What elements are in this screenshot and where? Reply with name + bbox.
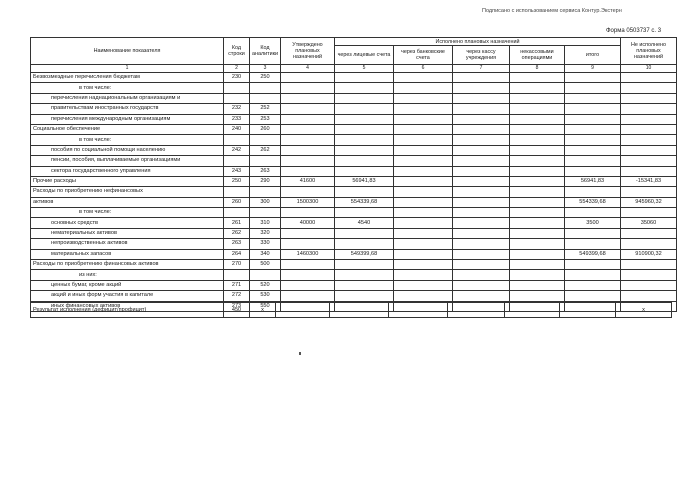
row-noncash bbox=[509, 145, 564, 155]
row-analytic: 290 bbox=[250, 176, 281, 186]
row-personal bbox=[334, 228, 393, 238]
row-approved bbox=[280, 270, 334, 280]
row-total bbox=[564, 156, 620, 166]
row-not-executed bbox=[620, 104, 676, 114]
row-noncash bbox=[509, 228, 564, 238]
row-approved: 1460300 bbox=[280, 249, 334, 259]
signature-note: Подписано с использованием сервиса Контур.Экстерн bbox=[482, 8, 622, 14]
col-num: 1 bbox=[31, 65, 224, 73]
table-row bbox=[31, 280, 677, 290]
row-code: 271 bbox=[224, 280, 250, 290]
row-total bbox=[564, 260, 620, 270]
row-not-executed bbox=[620, 73, 676, 83]
row-analytic: 252 bbox=[250, 104, 281, 114]
row-code: 270 bbox=[224, 260, 250, 270]
row-analytic: 253 bbox=[250, 114, 281, 124]
row-analytic bbox=[250, 135, 281, 145]
row-name: в том числе: bbox=[31, 83, 224, 93]
row-analytic bbox=[250, 208, 281, 218]
row-code bbox=[224, 93, 250, 103]
row-approved bbox=[280, 93, 334, 103]
row-cash bbox=[452, 197, 509, 207]
row-noncash bbox=[509, 208, 564, 218]
row-personal bbox=[334, 124, 393, 134]
row-bank bbox=[393, 176, 452, 186]
row-bank bbox=[393, 280, 452, 290]
row-code: 272 bbox=[224, 291, 250, 301]
row-not-executed bbox=[620, 228, 676, 238]
row-personal: 554339,68 bbox=[334, 197, 393, 207]
col-execution-group-header: Исполнено плановых назначений bbox=[334, 38, 620, 46]
result-bank bbox=[389, 303, 448, 318]
row-analytic: 263 bbox=[250, 166, 281, 176]
row-bank bbox=[393, 249, 452, 259]
row-approved: 41600 bbox=[280, 176, 334, 186]
row-not-executed: -15341,83 bbox=[620, 176, 676, 186]
row-analytic: 310 bbox=[250, 218, 281, 228]
row-name: пенсии, пособия, выплачиваемые организациями bbox=[31, 156, 224, 166]
row-cash bbox=[452, 176, 509, 186]
col-num: 9 bbox=[564, 65, 620, 73]
row-code: 232 bbox=[224, 104, 250, 114]
row-personal bbox=[334, 280, 393, 290]
row-noncash bbox=[509, 187, 564, 197]
row-cash bbox=[452, 239, 509, 249]
row-not-executed bbox=[620, 124, 676, 134]
row-code: 240 bbox=[224, 124, 250, 134]
row-bank bbox=[393, 124, 452, 134]
row-cash bbox=[452, 291, 509, 301]
row-personal bbox=[334, 93, 393, 103]
row-not-executed bbox=[620, 260, 676, 270]
row-not-executed: 910900,32 bbox=[620, 249, 676, 259]
row-name: ценных бумаг, кроме акций bbox=[31, 280, 224, 290]
row-cash bbox=[452, 218, 509, 228]
row-noncash bbox=[509, 218, 564, 228]
col-num: 7 bbox=[452, 65, 509, 73]
row-total bbox=[564, 93, 620, 103]
row-approved bbox=[280, 239, 334, 249]
result-not-executed: x bbox=[616, 303, 672, 318]
row-code: 250 bbox=[224, 176, 250, 186]
row-analytic bbox=[250, 83, 281, 93]
row-cash bbox=[452, 73, 509, 83]
row-personal bbox=[334, 270, 393, 280]
row-noncash bbox=[509, 156, 564, 166]
row-approved bbox=[280, 114, 334, 124]
row-cash bbox=[452, 228, 509, 238]
row-name: Безвозмездные перечисления бюджетам bbox=[31, 73, 224, 83]
row-cash bbox=[452, 156, 509, 166]
row-personal bbox=[334, 260, 393, 270]
row-approved bbox=[280, 145, 334, 155]
row-code bbox=[224, 187, 250, 197]
row-total bbox=[564, 228, 620, 238]
row-personal bbox=[334, 187, 393, 197]
col-analytic-header: Код аналитики bbox=[250, 38, 281, 65]
row-total bbox=[564, 187, 620, 197]
form-code: Форма 0503737 с. 3 bbox=[606, 28, 662, 34]
row-code bbox=[224, 83, 250, 93]
row-not-executed bbox=[620, 187, 676, 197]
row-name: перечисления наднациональным организациям и bbox=[31, 93, 224, 103]
table-row bbox=[31, 197, 677, 207]
row-cash bbox=[452, 208, 509, 218]
row-name: из них: bbox=[31, 270, 224, 280]
col-num: 6 bbox=[393, 65, 452, 73]
row-total bbox=[564, 270, 620, 280]
row-noncash bbox=[509, 260, 564, 270]
col-num: 8 bbox=[509, 65, 564, 73]
row-not-executed bbox=[620, 166, 676, 176]
row-name: нематериальных активов bbox=[31, 228, 224, 238]
row-approved bbox=[280, 260, 334, 270]
row-cash bbox=[452, 249, 509, 259]
table-row bbox=[31, 135, 677, 145]
row-not-executed bbox=[620, 156, 676, 166]
row-not-executed bbox=[620, 291, 676, 301]
row-cash bbox=[452, 124, 509, 134]
row-approved bbox=[280, 73, 334, 83]
row-approved bbox=[280, 135, 334, 145]
row-name: правительствам иностранных государств bbox=[31, 104, 224, 114]
row-cash bbox=[452, 145, 509, 155]
row-bank bbox=[393, 187, 452, 197]
table-row bbox=[31, 156, 677, 166]
row-bank bbox=[393, 166, 452, 176]
row-name: пособия по социальной помощи населению bbox=[31, 145, 224, 155]
row-bank bbox=[393, 218, 452, 228]
row-approved bbox=[280, 104, 334, 114]
row-noncash bbox=[509, 197, 564, 207]
row-bank bbox=[393, 270, 452, 280]
row-not-executed bbox=[620, 135, 676, 145]
row-not-executed bbox=[620, 239, 676, 249]
row-analytic: 320 bbox=[250, 228, 281, 238]
row-not-executed bbox=[620, 93, 676, 103]
row-code: 260 bbox=[224, 197, 250, 207]
row-noncash bbox=[509, 166, 564, 176]
row-code bbox=[224, 208, 250, 218]
row-not-executed: 945960,32 bbox=[620, 197, 676, 207]
row-not-executed: 35060 bbox=[620, 218, 676, 228]
row-approved bbox=[280, 156, 334, 166]
col-num: 4 bbox=[280, 65, 334, 73]
row-code: 262 bbox=[224, 228, 250, 238]
row-name: активов bbox=[31, 197, 224, 207]
row-personal bbox=[334, 208, 393, 218]
result-name: Результат исполнения (дефицит/профицит) bbox=[31, 303, 224, 318]
row-not-executed bbox=[620, 145, 676, 155]
row-noncash bbox=[509, 104, 564, 114]
row-cash bbox=[452, 260, 509, 270]
table-row bbox=[31, 239, 677, 249]
row-total bbox=[564, 124, 620, 134]
row-personal: 4540 bbox=[334, 218, 393, 228]
table-row bbox=[31, 291, 677, 301]
row-noncash bbox=[509, 83, 564, 93]
table-row bbox=[31, 104, 677, 114]
row-code bbox=[224, 156, 250, 166]
result-table bbox=[30, 302, 672, 318]
row-total: 3500 bbox=[564, 218, 620, 228]
col-noncash-header: некассовыми операциями bbox=[509, 46, 564, 65]
row-noncash bbox=[509, 73, 564, 83]
row-code: 273 bbox=[224, 301, 250, 311]
result-analytic: x bbox=[250, 303, 276, 318]
row-personal bbox=[334, 239, 393, 249]
row-analytic bbox=[250, 93, 281, 103]
result-personal bbox=[330, 303, 389, 318]
row-name: сектора государственного управления bbox=[31, 166, 224, 176]
row-bank bbox=[393, 83, 452, 93]
row-approved bbox=[280, 166, 334, 176]
row-analytic: 262 bbox=[250, 145, 281, 155]
col-bank-header: через банковские счета bbox=[393, 46, 452, 65]
row-analytic: 300 bbox=[250, 197, 281, 207]
row-cash bbox=[452, 280, 509, 290]
result-cash bbox=[448, 303, 505, 318]
row-approved: 1500300 bbox=[280, 197, 334, 207]
row-code: 230 bbox=[224, 73, 250, 83]
row-total bbox=[564, 135, 620, 145]
col-num: 2 bbox=[224, 65, 250, 73]
row-total bbox=[564, 280, 620, 290]
row-code: 242 bbox=[224, 145, 250, 155]
column-numbers-row bbox=[31, 65, 677, 73]
row-approved bbox=[280, 124, 334, 134]
row-cash bbox=[452, 187, 509, 197]
row-bank bbox=[393, 291, 452, 301]
result-total bbox=[560, 303, 616, 318]
table-row bbox=[31, 218, 677, 228]
row-analytic: 520 bbox=[250, 280, 281, 290]
row-noncash bbox=[509, 124, 564, 134]
table-row bbox=[31, 208, 677, 218]
row-approved bbox=[280, 83, 334, 93]
row-noncash bbox=[509, 280, 564, 290]
row-personal bbox=[334, 73, 393, 83]
result-code: 450 bbox=[224, 303, 250, 318]
table-row bbox=[31, 249, 677, 259]
row-noncash bbox=[509, 176, 564, 186]
row-name: Расходы по приобретению финансовых активов bbox=[31, 260, 224, 270]
table-row bbox=[31, 166, 677, 176]
row-not-executed bbox=[620, 114, 676, 124]
row-total: 554339,68 bbox=[564, 197, 620, 207]
row-not-executed bbox=[620, 280, 676, 290]
result-approved bbox=[276, 303, 330, 318]
row-bank bbox=[393, 73, 452, 83]
row-personal bbox=[334, 291, 393, 301]
row-analytic: 500 bbox=[250, 260, 281, 270]
row-bank bbox=[393, 197, 452, 207]
row-not-executed bbox=[620, 208, 676, 218]
row-bank bbox=[393, 145, 452, 155]
col-cash-header: через кассу учреждения bbox=[452, 46, 509, 65]
row-analytic: 330 bbox=[250, 239, 281, 249]
row-approved bbox=[280, 187, 334, 197]
result-row bbox=[31, 303, 672, 318]
row-personal bbox=[334, 114, 393, 124]
row-name: непроизводственных активов bbox=[31, 239, 224, 249]
row-approved: 40000 bbox=[280, 218, 334, 228]
row-name: в том числе: bbox=[31, 208, 224, 218]
row-total bbox=[564, 208, 620, 218]
row-approved bbox=[280, 208, 334, 218]
row-name: Социальное обеспечение bbox=[31, 124, 224, 134]
row-name: в том числе: bbox=[31, 135, 224, 145]
col-num: 3 bbox=[250, 65, 281, 73]
col-name-header: Наименование показателя bbox=[31, 38, 224, 65]
row-total bbox=[564, 73, 620, 83]
table-row bbox=[31, 83, 677, 93]
row-analytic bbox=[250, 156, 281, 166]
row-code: 264 bbox=[224, 249, 250, 259]
table-row bbox=[31, 176, 677, 186]
row-cash bbox=[452, 270, 509, 280]
row-cash bbox=[452, 135, 509, 145]
row-analytic: 260 bbox=[250, 124, 281, 134]
row-bank bbox=[393, 228, 452, 238]
row-total bbox=[564, 145, 620, 155]
row-name: акций и иных форм участия в капитале bbox=[31, 291, 224, 301]
row-total bbox=[564, 166, 620, 176]
table-row bbox=[31, 93, 677, 103]
row-personal bbox=[334, 135, 393, 145]
row-noncash bbox=[509, 93, 564, 103]
row-name: Прочие расходы bbox=[31, 176, 224, 186]
row-cash bbox=[452, 166, 509, 176]
table-row bbox=[31, 228, 677, 238]
row-name: перечисления международным организациям bbox=[31, 114, 224, 124]
row-analytic: 530 bbox=[250, 291, 281, 301]
table-row bbox=[31, 145, 677, 155]
row-analytic bbox=[250, 270, 281, 280]
row-personal bbox=[334, 166, 393, 176]
row-personal bbox=[334, 145, 393, 155]
row-noncash bbox=[509, 249, 564, 259]
row-name: основных средств bbox=[31, 218, 224, 228]
col-personal-header: через лицевые счета bbox=[334, 46, 393, 65]
row-analytic: 250 bbox=[250, 73, 281, 83]
row-personal: 549399,68 bbox=[334, 249, 393, 259]
row-cash bbox=[452, 104, 509, 114]
col-code-header: Код строки bbox=[224, 38, 250, 65]
col-not-executed-header: Не исполнено плановых назначений bbox=[620, 38, 676, 65]
row-bank bbox=[393, 156, 452, 166]
row-personal bbox=[334, 104, 393, 114]
col-approved-header: Утверждено плановых назначений bbox=[280, 38, 334, 65]
row-total bbox=[564, 114, 620, 124]
table-row bbox=[31, 260, 677, 270]
row-personal bbox=[334, 156, 393, 166]
table-row bbox=[31, 187, 677, 197]
header-row bbox=[31, 38, 677, 46]
row-analytic: 340 bbox=[250, 249, 281, 259]
row-total bbox=[564, 104, 620, 114]
row-bank bbox=[393, 135, 452, 145]
row-bank bbox=[393, 114, 452, 124]
col-total-header: итого bbox=[564, 46, 620, 65]
row-name: материальных запасов bbox=[31, 249, 224, 259]
row-name: иных финансовых активов bbox=[31, 301, 224, 311]
row-code bbox=[224, 270, 250, 280]
row-code: 263 bbox=[224, 239, 250, 249]
row-bank bbox=[393, 208, 452, 218]
row-not-executed bbox=[620, 83, 676, 93]
row-total bbox=[564, 83, 620, 93]
row-approved bbox=[280, 228, 334, 238]
row-noncash bbox=[509, 135, 564, 145]
table-row bbox=[31, 73, 677, 83]
row-total: 549399,68 bbox=[564, 249, 620, 259]
row-code: 261 bbox=[224, 218, 250, 228]
scan-speck bbox=[299, 352, 301, 355]
col-num: 5 bbox=[334, 65, 393, 73]
row-personal bbox=[334, 83, 393, 93]
row-analytic bbox=[250, 187, 281, 197]
row-noncash bbox=[509, 270, 564, 280]
row-total: 56941,83 bbox=[564, 176, 620, 186]
row-noncash bbox=[509, 291, 564, 301]
row-cash bbox=[452, 114, 509, 124]
table-row bbox=[31, 124, 677, 134]
row-bank bbox=[393, 260, 452, 270]
row-cash bbox=[452, 83, 509, 93]
row-total bbox=[564, 291, 620, 301]
row-bank bbox=[393, 93, 452, 103]
row-cash bbox=[452, 93, 509, 103]
row-not-executed bbox=[620, 270, 676, 280]
row-noncash bbox=[509, 114, 564, 124]
col-num: 10 bbox=[620, 65, 676, 73]
expenses-table bbox=[30, 37, 677, 312]
row-code: 243 bbox=[224, 166, 250, 176]
row-code bbox=[224, 135, 250, 145]
table-row bbox=[31, 114, 677, 124]
result-noncash bbox=[505, 303, 560, 318]
row-personal: 56941,83 bbox=[334, 176, 393, 186]
row-analytic: 550 bbox=[250, 301, 281, 311]
row-name: Расходы по приобретению нефинансовых bbox=[31, 187, 224, 197]
row-bank bbox=[393, 104, 452, 114]
row-code: 233 bbox=[224, 114, 250, 124]
row-total bbox=[564, 239, 620, 249]
row-approved bbox=[280, 291, 334, 301]
table-row bbox=[31, 270, 677, 280]
row-approved bbox=[280, 280, 334, 290]
row-noncash bbox=[509, 239, 564, 249]
row-bank bbox=[393, 239, 452, 249]
